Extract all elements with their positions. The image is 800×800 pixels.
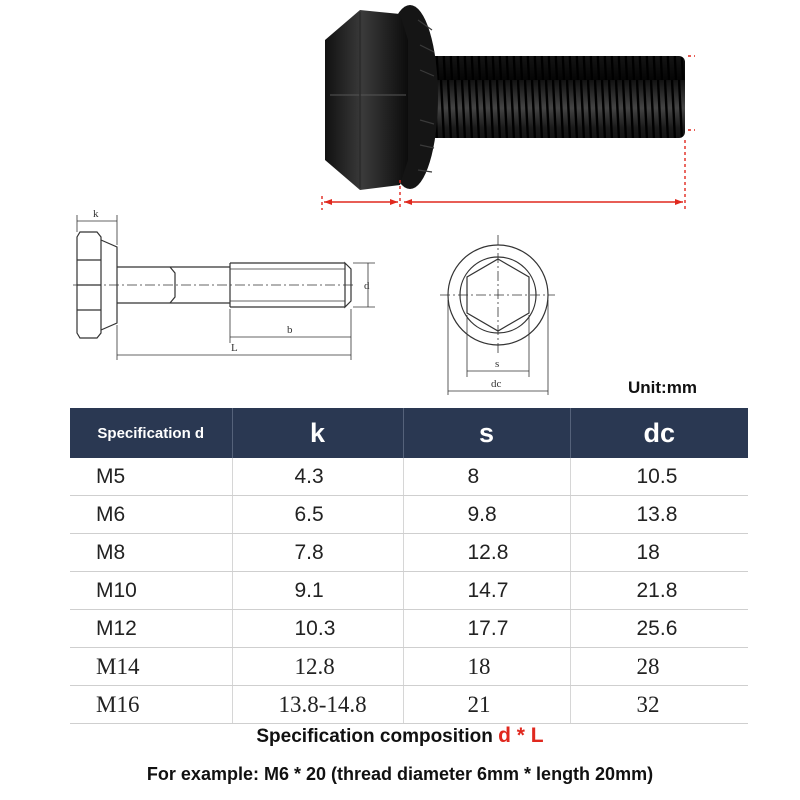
cell-dc: 32 bbox=[570, 686, 748, 724]
table-row bbox=[70, 610, 748, 648]
cell-spec: M6 bbox=[70, 496, 232, 534]
label-L: L bbox=[231, 342, 238, 354]
cell-s: 9.8 bbox=[403, 496, 570, 534]
cell-spec: M10 bbox=[70, 572, 232, 610]
cell-k: 7.8 bbox=[232, 534, 403, 572]
cell-k: 4.3 bbox=[232, 458, 403, 496]
cell-s: 21 bbox=[403, 686, 570, 724]
header-s: s bbox=[403, 408, 570, 458]
table-row bbox=[70, 496, 748, 534]
label-d: d bbox=[364, 280, 370, 292]
table-row bbox=[70, 572, 748, 610]
table-row bbox=[70, 686, 748, 724]
cell-spec: M5 bbox=[70, 458, 232, 496]
table-header-row bbox=[70, 408, 748, 458]
cell-k: 6.5 bbox=[232, 496, 403, 534]
spec-composition bbox=[0, 724, 800, 748]
cell-k: 13.8-14.8 bbox=[232, 686, 403, 724]
unit-label: Unit:mm bbox=[628, 378, 697, 397]
header-spec-d: Specification d bbox=[70, 408, 232, 458]
cell-spec: M8 bbox=[70, 534, 232, 572]
composition-formula: d * L bbox=[498, 724, 544, 747]
label-k: k bbox=[93, 208, 99, 220]
table-row bbox=[70, 648, 748, 686]
header-k: k bbox=[232, 408, 403, 458]
cell-dc: 28 bbox=[570, 648, 748, 686]
table-row bbox=[70, 534, 748, 572]
cell-dc: 10.5 bbox=[570, 458, 748, 496]
bolt-photo bbox=[300, 0, 695, 212]
spec-table bbox=[70, 408, 748, 724]
cell-k: 9.1 bbox=[232, 572, 403, 610]
cell-spec: M12 bbox=[70, 610, 232, 648]
cell-s: 18 bbox=[403, 648, 570, 686]
cell-dc: 21.8 bbox=[570, 572, 748, 610]
cell-s: 17.7 bbox=[403, 610, 570, 648]
cell-dc: 25.6 bbox=[570, 610, 748, 648]
composition-prefix: Specification composition bbox=[256, 726, 499, 747]
label-dc: dc bbox=[491, 378, 502, 390]
table-row bbox=[70, 458, 748, 496]
label-s: s bbox=[495, 358, 500, 370]
example-text: For example: M6 * 20 (thread diameter 6mm * length 20mm) bbox=[146, 764, 654, 784]
cell-spec: M14 bbox=[70, 648, 232, 686]
cell-s: 14.7 bbox=[403, 572, 570, 610]
label-b: b bbox=[287, 324, 293, 336]
cell-s: 8 bbox=[403, 458, 570, 496]
header-dc: dc bbox=[570, 408, 748, 458]
cell-spec: M16 bbox=[70, 686, 232, 724]
cell-dc: 13.8 bbox=[570, 496, 748, 534]
cell-dc: 18 bbox=[570, 534, 748, 572]
cell-s: 12.8 bbox=[403, 534, 570, 572]
cell-k: 12.8 bbox=[232, 648, 403, 686]
cell-k: 10.3 bbox=[232, 610, 403, 648]
